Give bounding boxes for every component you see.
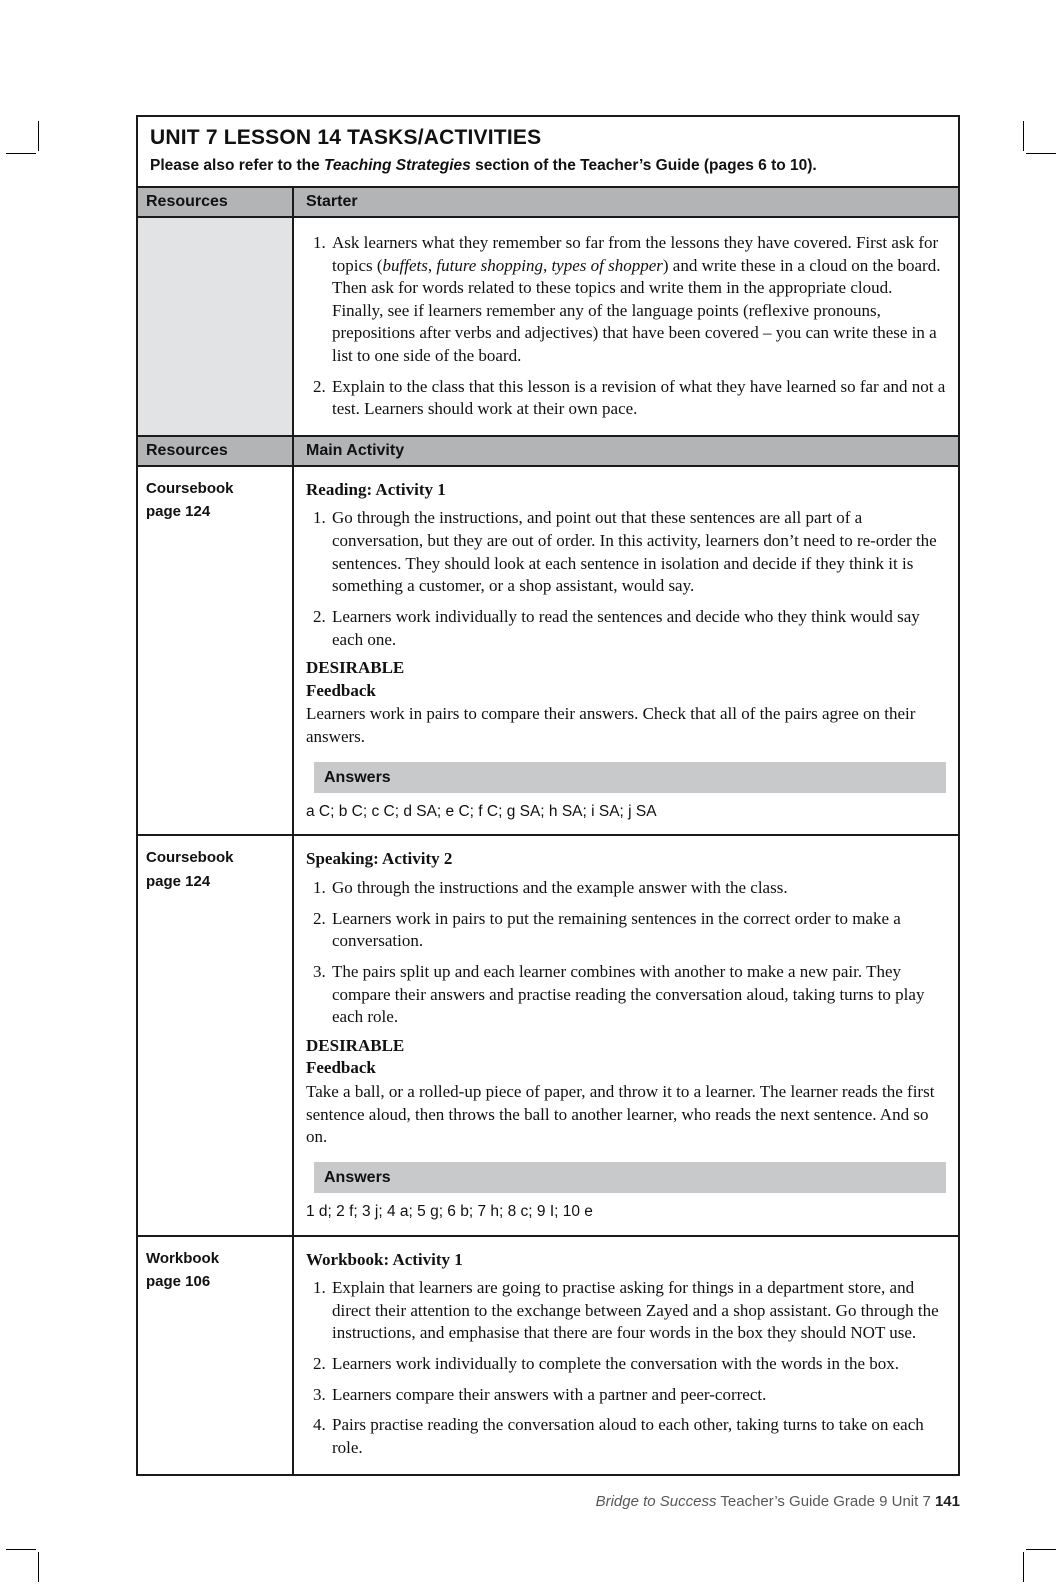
- answers-box: [306, 1162, 946, 1223]
- desirable-label: DESIRABLE: [306, 658, 405, 678]
- activity-step: 2. Learners work individually to complete the conversation with the words in the box.: [330, 1353, 946, 1376]
- starter-steps: [306, 232, 946, 421]
- page-title: UNIT 7 LESSON 14 TASKS/ACTIVITIES: [150, 126, 542, 149]
- feedback-label: Feedback: [306, 1058, 376, 1078]
- feedback-text: Learners work in pairs to compare their answers. Check that all of the pairs agree on their answers.: [306, 704, 916, 746]
- activity-step: 2. Learners work individually to read the sentences and decide who they think would say each one.: [330, 606, 946, 651]
- starter-topic-3: types of shopper: [551, 255, 663, 275]
- feedback-text: Take a ball, or a rolled-up piece of paper, and throw it to a learner. The learner reads the first sentence aloud, then throws the ball to another learner, who reads the next sentence. And so on.: [306, 1081, 935, 1147]
- resource-name: Coursebook: [146, 479, 234, 497]
- starter-topic-1: buffets: [382, 255, 428, 275]
- starter-row: [138, 218, 958, 437]
- page-footer: [136, 1493, 960, 1510]
- page-content: [136, 115, 960, 1510]
- activity-step: 3. Learners compare their answers with a partner and peer-correct.: [330, 1384, 946, 1407]
- crop-mark-bottom-left-horizontal: [6, 1549, 36, 1550]
- starter-header-row: [138, 188, 958, 218]
- resource-name: Workbook: [146, 1249, 220, 1267]
- starter-topic-2: future shopping: [436, 255, 543, 275]
- crop-mark-top-right-vertical: [1023, 121, 1024, 151]
- activity-content-cell: [294, 1237, 958, 1474]
- resource-name: Coursebook: [146, 849, 234, 867]
- answers-text: 1 d; 2 f; 3 j; 4 a; 5 g; 6 b; 7 h; 8 c; 9 I; 10 e: [306, 1203, 593, 1221]
- starter-step-1: [330, 232, 946, 368]
- starter-header: Starter: [306, 193, 358, 210]
- crop-mark-top-left-vertical: [38, 121, 39, 151]
- main-activity-header: Main Activity: [306, 441, 405, 459]
- activity-steps: [306, 877, 946, 1029]
- answers-box: [306, 762, 946, 823]
- answers-text: a C; b C; c C; d SA; e C; f C; g SA; h SA; i SA; j SA: [306, 802, 657, 820]
- lesson-title-block: [138, 117, 958, 188]
- resource-page: page 124: [146, 503, 211, 521]
- page-subtitle: [150, 157, 946, 175]
- activity-row-reading: [138, 467, 958, 837]
- activity-row-speaking: [138, 836, 958, 1236]
- activity-row-workbook: [138, 1237, 958, 1474]
- resources-header: Resources: [138, 188, 294, 216]
- activity-steps: [306, 1277, 946, 1459]
- subtitle-text-post: section of the Teacher’s Guide (pages 6 to 10).: [470, 157, 817, 174]
- starter-content-cell: [294, 218, 958, 435]
- starter-sep-1: ,: [427, 255, 437, 275]
- activity-step: 1. Go through the instructions and the example answer with the class.: [330, 877, 946, 900]
- starter-sep-2: ,: [542, 255, 552, 275]
- answers-header: Answers: [314, 1162, 946, 1193]
- main-activity-header-row: [138, 437, 958, 467]
- activity-steps: [306, 507, 946, 651]
- activity-content-cell: [294, 467, 958, 835]
- activity-step: 2. Learners work in pairs to put the remaining sentences in the correct order to make a conversation.: [330, 908, 946, 953]
- crop-mark-bottom-right-vertical: [1023, 1552, 1024, 1582]
- activity-step: 3. The pairs split up and each learner combines with another to make a new pair. They compare their answers and practise reading the conversation aloud, taking turns to play each role.: [330, 961, 946, 1029]
- lesson-table: [136, 115, 960, 1476]
- activity-step: 4. Pairs practise reading the conversation aloud to each other, taking turns to take on each role.: [330, 1414, 946, 1459]
- crop-mark-bottom-right-horizontal: [1026, 1549, 1056, 1550]
- footer-page-number: 141: [934, 1492, 960, 1510]
- starter-step-2: 2. Explain to the class that this lesson is a revision of what they have learned so far and not a test. Learners should work at their own pace.: [330, 376, 946, 421]
- activity-content-cell: [294, 836, 958, 1234]
- activity-title: Workbook: Activity 1: [306, 1249, 463, 1269]
- resource-page: page 106: [146, 1272, 211, 1290]
- starter-step-1-text-end: ) and write these in a cloud on the board. Then ask for words related to these topics and write them in the appropriate cloud. Finally, see if learners remember any of the language points (reflexive pronouns, prepositions after verbs and adjectives) that have been covered – you can write these in a list to one side of the board.: [332, 255, 941, 366]
- resources-header-main: Resources: [138, 437, 294, 465]
- resource-cell: [138, 836, 294, 1234]
- resource-cell: [138, 467, 294, 835]
- desirable-label: DESIRABLE: [306, 1035, 405, 1055]
- subtitle-text-pre: Please also refer to the: [150, 157, 325, 174]
- footer-book-title: Bridge to Success: [595, 1492, 717, 1510]
- resource-cell: [138, 1237, 294, 1474]
- subtitle-emphasis: Teaching Strategies: [324, 157, 471, 174]
- activity-step: 1. Explain that learners are going to practise asking for things in a department store, and direct their attention to the exchange between Zayed and a shop assistant. Go through the instructions, and emphasise that there are four words in the box they should NOT use.: [330, 1277, 946, 1345]
- crop-mark-top-left-horizontal: [6, 153, 36, 154]
- starter-step-1-text: Ask learners what they remember so far from the lessons they have covered. First ask for topics (: [332, 233, 939, 275]
- starter-resources-cell: [138, 218, 294, 435]
- resource-page: page 124: [146, 872, 211, 890]
- activity-step: 1. Go through the instructions, and point out that these sentences are all part of a conversation, but they are out of order. In this activity, learners don’t need to re-order the sentences. They should look at each sentence in isolation and decide if they think it is something a customer, or a shop assistant, would say.: [330, 507, 946, 597]
- activity-title: Reading: Activity 1: [306, 479, 446, 499]
- feedback-label: Feedback: [306, 680, 376, 700]
- activity-title: Speaking: Activity 2: [306, 849, 453, 869]
- footer-guide-info: Teacher’s Guide Grade 9 Unit 7: [716, 1492, 935, 1510]
- answers-header: Answers: [314, 762, 946, 793]
- crop-mark-top-right-horizontal: [1026, 153, 1056, 154]
- crop-mark-bottom-left-vertical: [38, 1552, 39, 1582]
